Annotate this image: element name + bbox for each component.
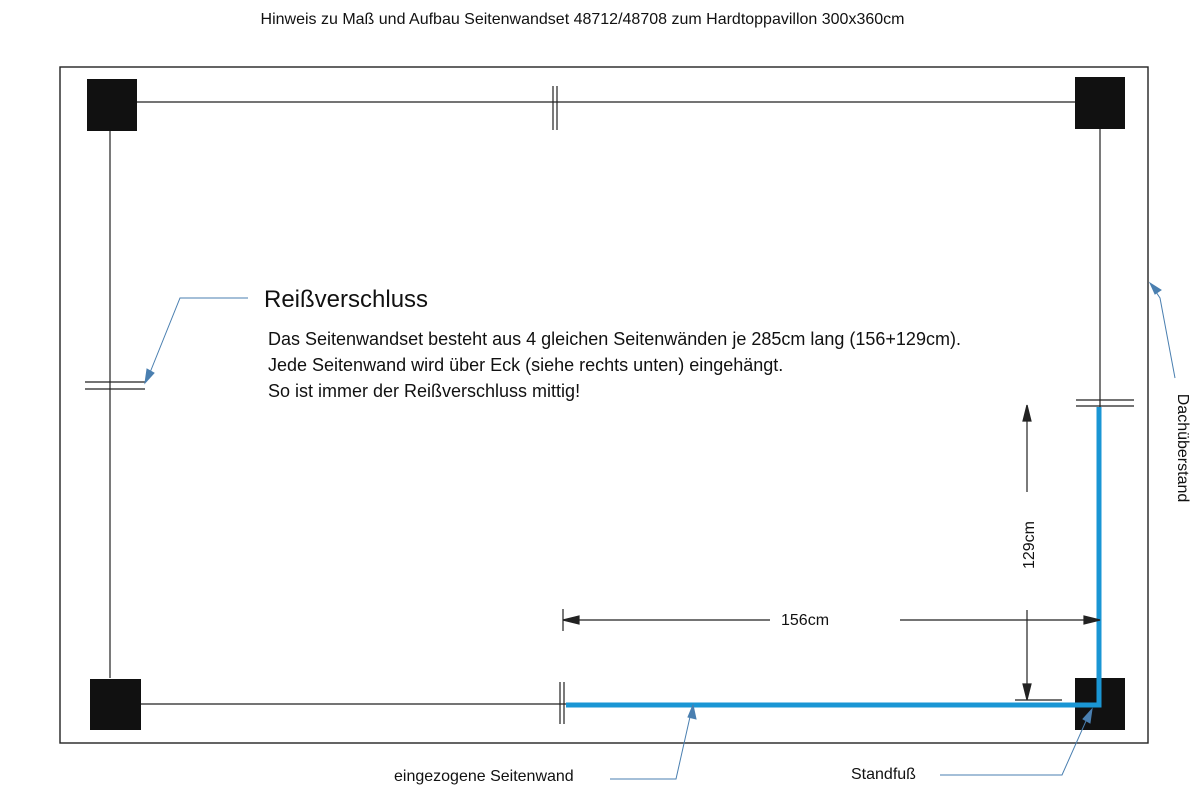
corner-post-bottom-left [90, 679, 141, 730]
description-line: Jede Seitenwand wird über Eck (siehe rechts unten) eingehängt. [268, 355, 784, 375]
page-title: Hinweis zu Maß und Aufbau Seitenwandset 48712/48708 zum Hardtoppavillon 300x360cm [260, 11, 905, 28]
foot-label: Standfuß [851, 766, 916, 783]
zipper-mark-right [1076, 400, 1134, 406]
zipper-heading: Reißverschluss [264, 286, 429, 313]
zipper-mark-bottom [560, 682, 564, 724]
dimension-label-vertical: 129cm [1021, 520, 1038, 570]
corner-post-top-right [1075, 77, 1125, 129]
roof-outline [60, 67, 1148, 743]
wall-leader [610, 705, 696, 779]
retracted-sidewall [566, 407, 1099, 705]
zipper-mark-top [553, 86, 557, 130]
dimension-label-horizontal: 156cm [777, 612, 833, 630]
description-line: Das Seitenwandset besteht aus 4 gleichen Seitenwänden je 285cm lang (156+129cm). [268, 329, 961, 349]
zipper-mark-left [85, 382, 145, 389]
description-block [268, 326, 961, 404]
corner-post-top-left [87, 79, 137, 131]
roof-overhang-leader [1150, 283, 1175, 378]
description-line: So ist immer der Reißverschluss mittig! [268, 381, 581, 401]
zipper-leader [145, 298, 248, 383]
retracted-wall-label: eingezogene Seitenwand [394, 768, 574, 785]
foot-leader [940, 709, 1092, 775]
roof-overhang-label: Dachüberstand [1174, 393, 1191, 503]
